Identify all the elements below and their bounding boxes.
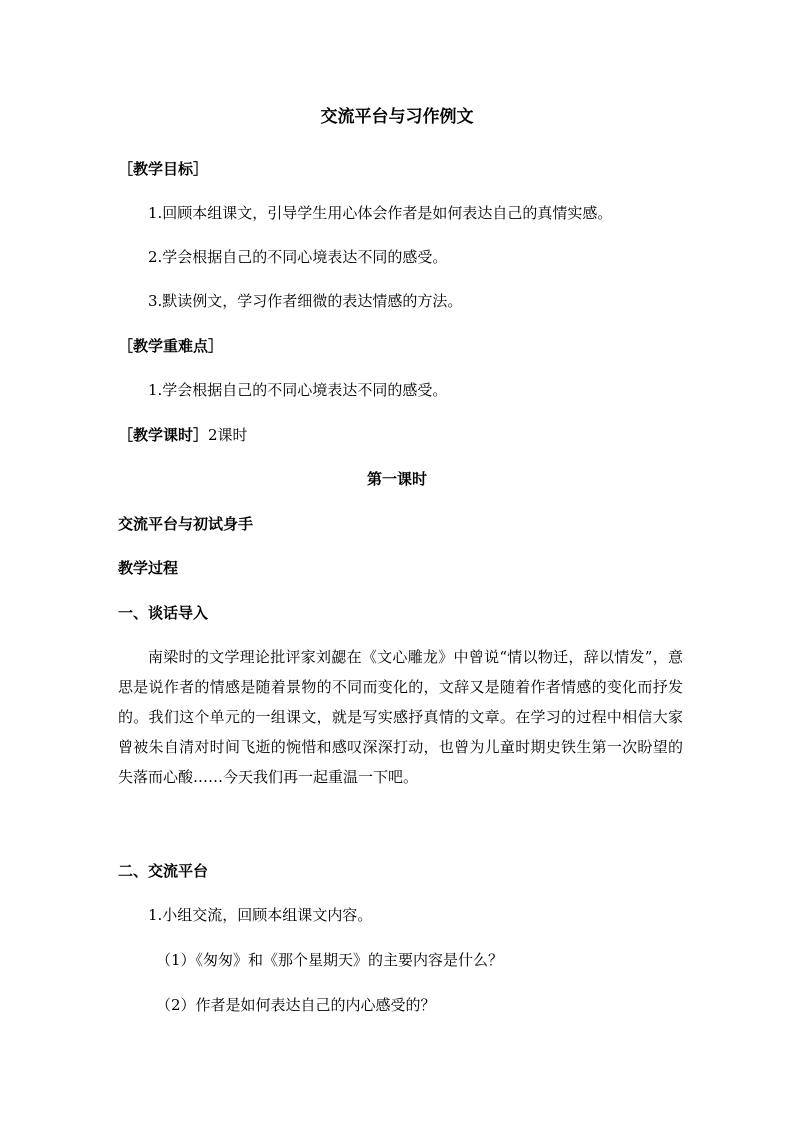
lesson-heading: 第一课时: [366, 470, 427, 488]
goal-item-3: 3.默读例文，学习作者细微的表达情感的方法。: [148, 292, 463, 310]
key-points-heading: ［教学重难点］: [118, 337, 224, 355]
intro-paragraph: 南梁时的文学理论批评家刘勰在《文心雕龙》中曾说“情以物迁，辞以情发”，意思是说作者的情感是随着景物的不同而变化的，文辞又是随着作者情感的变化而抒发的。我们这个单元的一组课文，就是写实感抒真情的文章。在学习的过程中相信大家曾被朱自清对时间飞逝的惋惜和感叹深深打动，也曾为儿童时期史铁生第一次盼望的失落而心酸……今天我们再一起重温一下吧。: [118, 648, 683, 786]
goals-heading: ［教学目标］: [118, 160, 209, 178]
question-1: （1）《匆匆》和《那个星期天》的主要内容是什么？: [156, 951, 504, 969]
goal-item-2: 2.学会根据自己的不同心境表达不同的感受。: [148, 248, 448, 266]
section-1-heading: 一、谈话导入: [118, 604, 209, 622]
key-point-item-1: 1.学会根据自己的不同心境表达不同的感受。: [148, 381, 448, 399]
hours-line: [118, 426, 248, 444]
section-2-item-1: 1.小组交流，回顾本组课文内容。: [148, 906, 373, 924]
process-heading: 教学过程: [118, 559, 179, 577]
hours-value: 2课时: [208, 426, 248, 444]
hours-heading: ［教学课时］: [118, 426, 209, 444]
goal-item-1: 1.回顾本组课文，引导学生用心体会作者是如何表达自己的真情实感。: [148, 204, 613, 222]
question-2: （2）作者是如何表达自己的内心感受的？: [156, 996, 436, 1014]
document-title: 交流平台与习作例文: [320, 107, 474, 127]
lesson-subtitle: 交流平台与初试身手: [118, 515, 254, 533]
section-2-heading: 二、交流平台: [118, 862, 209, 880]
